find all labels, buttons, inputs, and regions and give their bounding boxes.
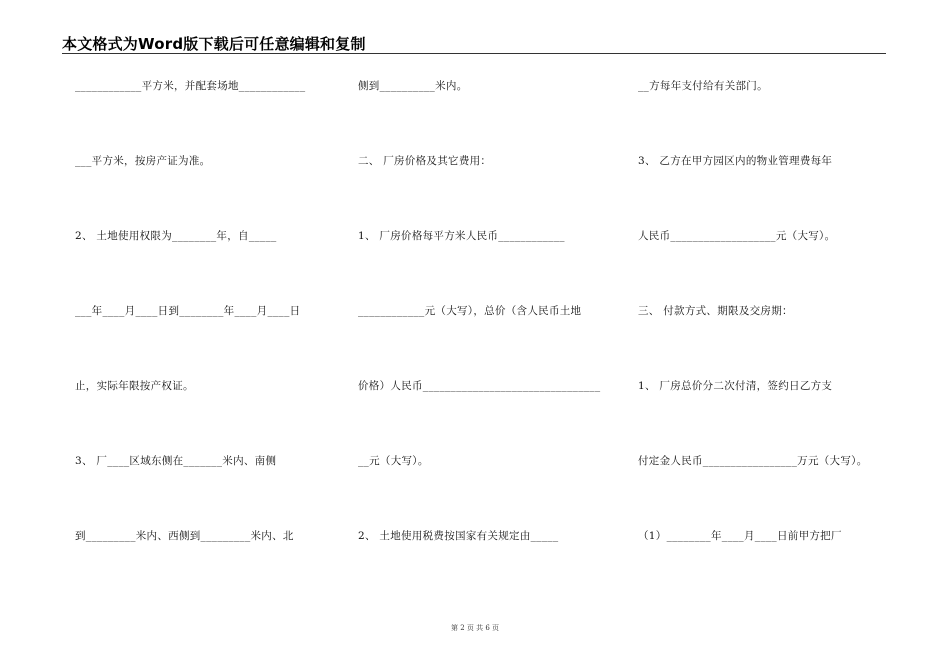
text-line: 人民币___________________元（大写）。	[638, 230, 836, 242]
text-line: ___年____月____日到________年____月____日	[75, 305, 301, 317]
text-line: 侧到__________米内。	[358, 80, 468, 92]
text-line: （1）________年____月____日前甲方把厂	[638, 530, 842, 542]
text-line: 3、 乙方在甲方园区内的物业管理费每年	[638, 155, 833, 167]
page-number-footer: 第 2 页 共 6 页	[450, 624, 500, 632]
document-header-title: 本文格式为Word版下载后可任意编辑和复制	[62, 35, 366, 53]
text-line: 1、 厂房价格每平方米人民币____________	[358, 230, 565, 242]
text-line: 三、 付款方式、期限及交房期：	[638, 305, 793, 317]
text-line: 1、 厂房总价分二次付清，签约日乙方支	[638, 380, 833, 392]
text-line: ____________元（大写），总价（含人民币土地	[358, 305, 582, 317]
text-line: 2、 土地使用税费按国家有关规定由_____	[358, 530, 559, 542]
text-line: ____________平方米，并配套场地____________	[75, 80, 306, 92]
text-line: ___平方米，按房产证为准。	[75, 155, 211, 167]
text-line: 价格）人民币________________________________	[358, 380, 601, 392]
text-line: 到_________米内、西侧到_________米内、北	[75, 530, 294, 542]
text-line: 止，实际年限按产权证。	[75, 380, 194, 392]
header-divider	[62, 53, 886, 54]
text-line: 3、 厂____区域东侧在_______米内、南侧	[75, 455, 277, 467]
text-line: 二、 厂房价格及其它费用：	[358, 155, 492, 167]
text-line: __元（大写）。	[358, 455, 429, 467]
text-line: 付定金人民币_________________万元（大写）。	[638, 455, 868, 467]
text-line: __方每年支付给有关部门。	[638, 80, 768, 92]
text-line: 2、 土地使用权限为________年，自_____	[75, 230, 277, 242]
